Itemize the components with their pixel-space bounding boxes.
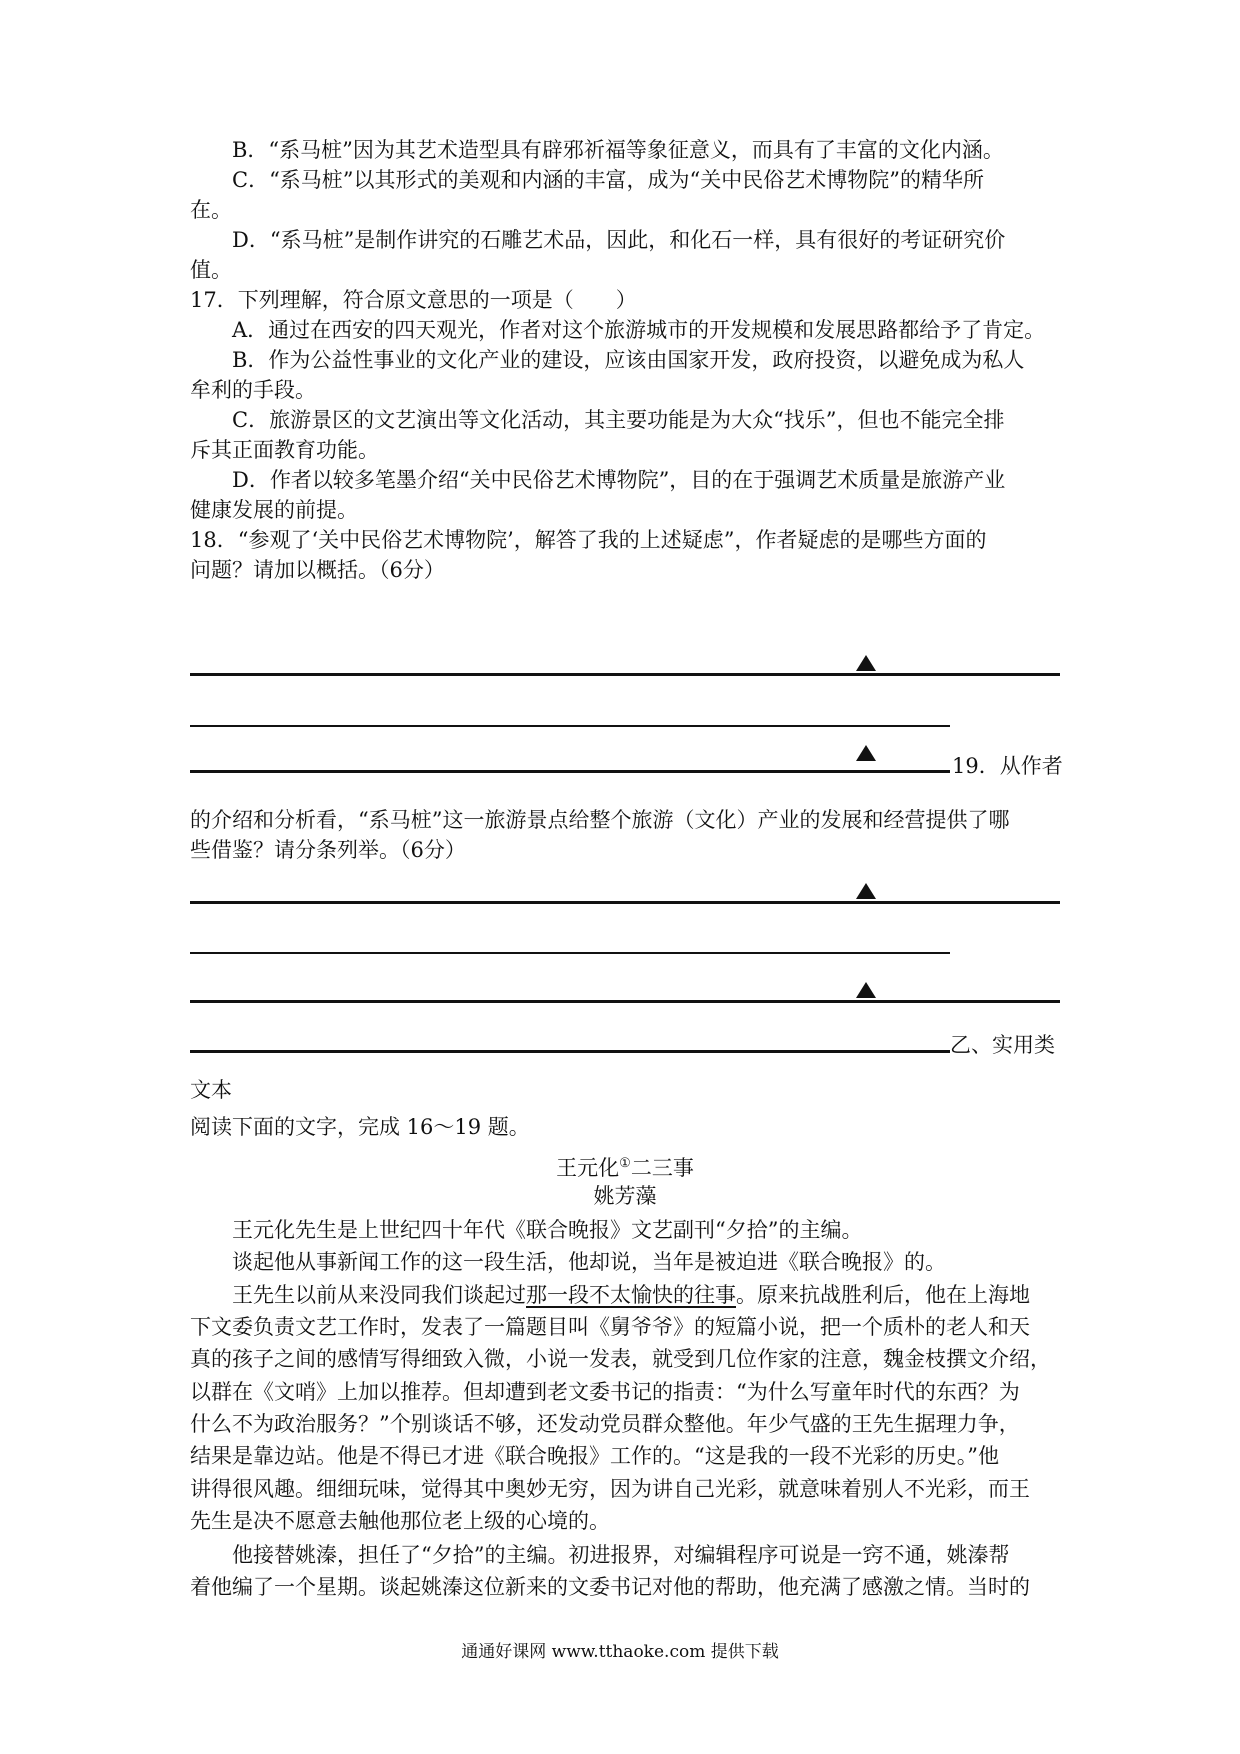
q17-option-b: B．作为公益性事业的文化产业的建设，应该由国家开发，政府投资，以避免成为私人 — [232, 348, 1025, 372]
q18-stem-cont: 问题？请加以概括。（6分） — [190, 558, 445, 582]
section-heading: 乙、实用类 — [950, 1033, 1055, 1057]
q16-option-b: B．“系马桩”因为其艺术造型具有辟邪祈福等象征意义，而具有了丰富的文化内涵。 — [232, 138, 1004, 162]
q17-option-c-cont: 斥其正面教育功能。 — [190, 438, 379, 462]
answer-line — [190, 725, 950, 727]
answer-marker-icon — [856, 883, 876, 899]
q18-stem: 18．“参观了‘关中民俗艺术博物院’，解答了我的上述疑虑”，作者疑虑的是哪些方面的 — [190, 528, 987, 552]
q17-option-b-cont: 牟利的手段。 — [190, 378, 316, 402]
article-paragraph-cont: 以群在《文哨》上加以推荐。但却遭到老文委书记的指责：“为什么写童年时代的东西？为 — [190, 1380, 1020, 1404]
article-paragraph: 王元化先生是上世纪四十年代《联合晚报》文艺副刊“夕拾”的主编。 — [232, 1218, 863, 1242]
answer-line — [190, 1000, 1060, 1003]
section-heading-cont: 文本 — [190, 1078, 232, 1102]
article-paragraph-cont: 先生是决不愿意去触他那位老上级的心境的。 — [190, 1509, 610, 1533]
answer-line — [190, 952, 950, 954]
article-paragraph: 谈起他从事新闻工作的这一段生活，他却说，当年是被迫进《联合晚报》的。 — [232, 1250, 946, 1274]
q17-option-d-cont: 健康发展的前提。 — [190, 498, 358, 522]
q17-stem: 17．下列理解，符合原文意思的一项是（ ） — [190, 288, 637, 312]
article-paragraph-cont: 讲得很风趣。细细玩味，觉得其中奥妙无穷，因为讲自己光彩，就意味着别人不光彩，而王 — [190, 1477, 1030, 1501]
article-title: 王元化①二三事 — [556, 1156, 694, 1180]
footnote-marker: ① — [619, 1156, 631, 1171]
answer-line — [190, 901, 1060, 904]
article-author: 姚芳藻 — [593, 1184, 657, 1208]
article-paragraph-cont: 什么不为政治服务？”个别谈话不够，还发动党员群众整他。年少气盛的王先生据理力争， — [190, 1412, 1020, 1436]
q16-option-d-cont: 值。 — [190, 258, 232, 282]
article-paragraph-cont: 着他编了一个星期。谈起姚溱这位新来的文委书记对他的帮助，他充满了感激之情。当时的 — [190, 1575, 1030, 1599]
article-paragraph-cont: 结果是靠边站。他是不得已才进《联合晚报》工作的。“这是我的一段不光彩的历史。”他 — [190, 1444, 999, 1468]
q17-option-d: D．作者以较多笔墨介绍“关中民俗艺术博物院”，目的在于强调艺术质量是旅游产业 — [232, 468, 1006, 492]
q16-option-c: C．“系马桩”以其形式的美观和内涵的丰富，成为“关中民俗艺术博物院”的精华所 — [232, 168, 985, 192]
q19-stem: 19．从作者 — [952, 754, 1063, 778]
q16-option-d: D．“系马桩”是制作讲究的石雕艺术品，因此，和化石一样，具有很好的考证研究价 — [232, 228, 1006, 252]
q17-option-a: A．通过在西安的四天观光，作者对这个旅游城市的开发规模和发展思路都给予了肯定。 — [232, 318, 1046, 342]
answer-line — [190, 770, 950, 773]
article-paragraph: 王先生以前从来没同我们谈起过那一段不太愉快的往事。原来抗战胜利后，他在上海地 — [232, 1283, 1030, 1307]
answer-line — [190, 673, 1060, 676]
page-footer: 通通好课网 www.tthaoke.com 提供下载 — [461, 1642, 779, 1662]
answer-line — [190, 1050, 950, 1053]
article-paragraph: 他接替姚溱，担任了“夕拾”的主编。初进报界，对编辑程序可说是一窍不通，姚溱帮 — [232, 1543, 1010, 1567]
article-paragraph-cont: 真的孩子之间的感情写得细致入微，小说一发表，就受到几位作家的注意，魏金枝撰文介绍， — [190, 1347, 1051, 1371]
q19-stem-cont: 的介绍和分析看，“系马桩”这一旅游景点给整个旅游（文化）产业的发展和经营提供了哪 — [190, 808, 1010, 832]
q19-stem-cont: 些借鉴？请分条列举。（6分） — [190, 838, 466, 862]
answer-marker-icon — [856, 982, 876, 998]
answer-marker-icon — [856, 745, 876, 761]
section-instruction: 阅读下面的文字，完成 16～19 题。 — [190, 1115, 530, 1139]
underlined-phrase: 那一段不太愉快的往事 — [526, 1283, 736, 1307]
q16-option-c-cont: 在。 — [190, 198, 232, 222]
answer-marker-icon — [856, 655, 876, 671]
q17-option-c: C．旅游景区的文艺演出等文化活动，其主要功能是为大众“找乐”，但也不能完全排 — [232, 408, 1005, 432]
article-paragraph-cont: 下文委负责文艺工作时，发表了一篇题目叫《舅爷爷》的短篇小说，把一个质朴的老人和天 — [190, 1315, 1030, 1339]
